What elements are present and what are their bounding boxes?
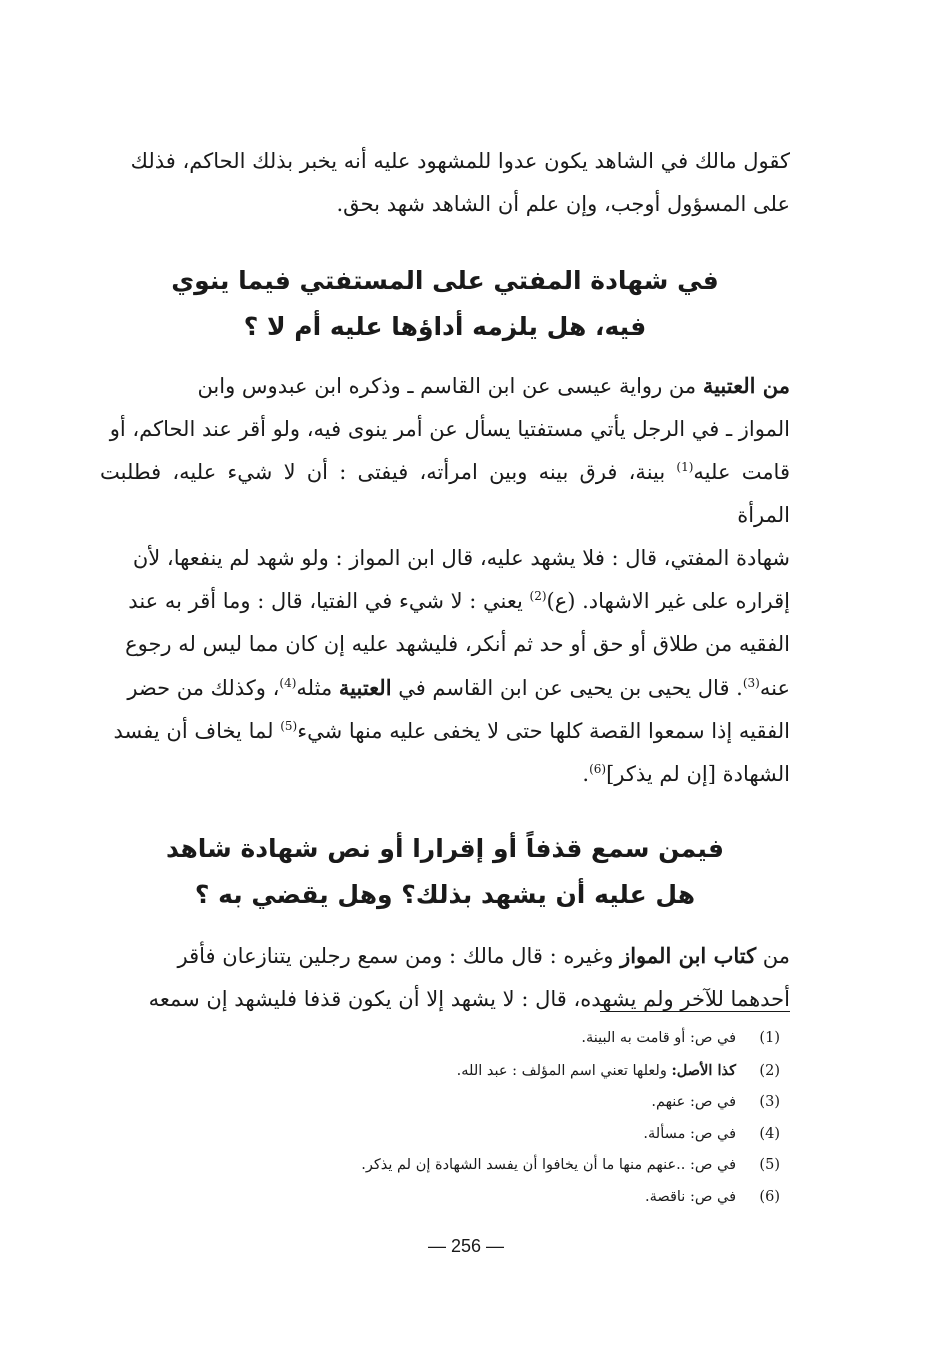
- footnote-ref: (1): [676, 460, 694, 474]
- footnote-number: (2): [759, 1062, 780, 1079]
- footnote-body: ولعلها تعني اسم المؤلف : عبد الله.: [456, 1062, 672, 1079]
- page-number: — 256 —: [427, 1236, 505, 1256]
- footnote-number: (6): [759, 1188, 780, 1205]
- footnote-number: (1): [759, 1030, 780, 1046]
- text-span: عنه: [759, 676, 790, 700]
- footnote-text: [220, 1087, 736, 1119]
- footnote-body: عنهم.: [651, 1094, 690, 1110]
- section-heading-1: [100, 258, 790, 350]
- text-span: يعني : لا شيء في الفتيا، قال : وما أقر به عند: [128, 589, 530, 613]
- footnote-item: [220, 1182, 780, 1214]
- text-line: [100, 364, 790, 408]
- text-span: وغيره : قال مالك : ومن سمع رجلين يتنازعان فأقر: [177, 944, 621, 968]
- text-line: [100, 580, 790, 623]
- footnote-ref: (3): [742, 676, 760, 690]
- text-line: [100, 753, 790, 796]
- text-span: إقراره على غير الاشهاد. (ع): [546, 589, 790, 613]
- text-span: بينة، فرق بينه وبين امرأته، فيفتى : أن لا شيء عليه، فطلبت المرأة: [100, 460, 790, 527]
- text-span: ، وكذلك من حضر: [127, 676, 280, 700]
- footnote-label: في ص:: [689, 1125, 736, 1142]
- footnote-body: ناقصة.: [645, 1188, 690, 1205]
- footnote-text: [220, 1023, 736, 1055]
- footnote-number: (4): [759, 1125, 780, 1142]
- text-span: . قال يحيى بن يحيى عن ابن القاسم في: [391, 676, 743, 700]
- text-span: .: [582, 762, 590, 786]
- text-line: [100, 710, 790, 753]
- footnote-label: في ص:: [689, 1094, 736, 1110]
- footnote-label: في ص:: [689, 1030, 736, 1046]
- footnote-item: [220, 1150, 780, 1182]
- intro-paragraph: [100, 140, 790, 226]
- footnote-number: (5): [759, 1157, 780, 1173]
- footnote-ref: (6): [589, 762, 607, 776]
- text-line: شهادة المفتي، قال : فلا يشهد عليه، قال ابن المواز : ولو شهد لم ينفعها، لأن: [132, 546, 790, 570]
- source-name: من العتبية: [702, 373, 790, 398]
- footnote-label: في ص:: [689, 1188, 736, 1205]
- heading-line: فيمن سمع قذفاً أو إقرارا أو نص شهادة شاهد: [166, 834, 724, 863]
- text-line: الفقيه من طلاق أو حق أو حد ثم أنكر، فليشهد عليه إن كان مما ليس له رجوع: [125, 632, 790, 656]
- section2-paragraph: [100, 934, 790, 1021]
- footnote-text: [220, 1055, 736, 1088]
- footnote-item: [220, 1087, 780, 1119]
- footnote-ref: (5): [280, 719, 298, 733]
- footnote-item: [220, 1119, 780, 1151]
- footnote-item: [220, 1055, 780, 1088]
- text-span: الفقيه إذا سمعوا القصة كلها حتى لا يخفى عليه منها شيء: [297, 719, 790, 743]
- heading-line: في شهادة المفتي على المستفتي فيما ينوي: [171, 266, 719, 295]
- text-line: أحدهما للآخر ولم يشهده، قال : لا يشهد إلا أن يكون قذفا فليشهد إن سمعه: [148, 987, 790, 1011]
- footnote-text: [220, 1119, 736, 1151]
- footnote-body: ..عنهم منها ما أن يخافوا أن يفسد الشهادة إن لم يذكر.: [361, 1157, 690, 1173]
- footnote-body: أو قامت به البينة.: [581, 1030, 690, 1046]
- source-name: العتبية: [338, 675, 392, 700]
- text-line: [100, 451, 790, 537]
- footnote-body: مسألة.: [643, 1125, 690, 1142]
- text-span: من رواية عيسى عن ابن القاسم ـ وذكره ابن عبدوس وابن: [197, 374, 703, 398]
- text-line: [100, 666, 790, 710]
- footnote-ref: (2): [529, 589, 547, 603]
- text-span: قامت عليه: [693, 460, 790, 484]
- heading-line: هل عليه أن يشهد بذلك؟ وهل يقضي به ؟: [194, 880, 696, 909]
- footnote-number: (3): [759, 1094, 780, 1110]
- footnote-text: [220, 1150, 736, 1182]
- footnote-label: في ص:: [689, 1157, 736, 1173]
- footnotes: [220, 1023, 780, 1213]
- text-span: لما يخاف أن يفسد: [113, 719, 281, 743]
- page-body: [100, 140, 790, 1021]
- footnote-ref: (4): [279, 676, 297, 690]
- footnote-item: [220, 1023, 780, 1055]
- text-span: الشهادة [إن لم يذكر]: [606, 762, 790, 786]
- text-span: من: [756, 944, 790, 968]
- text-line: المواز ـ في الرجل يأتي مستفتيا يسأل عن أمر ينوى فيه، ولو أقر عند الحاكم، أو: [109, 417, 790, 441]
- text-line: [100, 934, 790, 978]
- text-line: كقول مالك في الشاهد يكون عدوا للمشهود عليه أنه يخبر بذلك الحاكم، فذلك: [130, 149, 790, 173]
- footnote-label: كذا الأصل:: [671, 1061, 736, 1079]
- footnote-divider: [600, 1011, 790, 1012]
- section-heading-2: [100, 826, 790, 918]
- text-span: مثله: [296, 676, 339, 700]
- text-line: على المسؤول أوجب، وإن علم أن الشاهد شهد بحق.: [336, 192, 790, 216]
- heading-line: فيه، هل يلزمه أداؤها عليه أم لا ؟: [243, 312, 647, 341]
- footnote-text: [220, 1182, 736, 1214]
- section1-paragraph: [100, 364, 790, 796]
- source-name: كتاب ابن المواز: [620, 943, 757, 968]
